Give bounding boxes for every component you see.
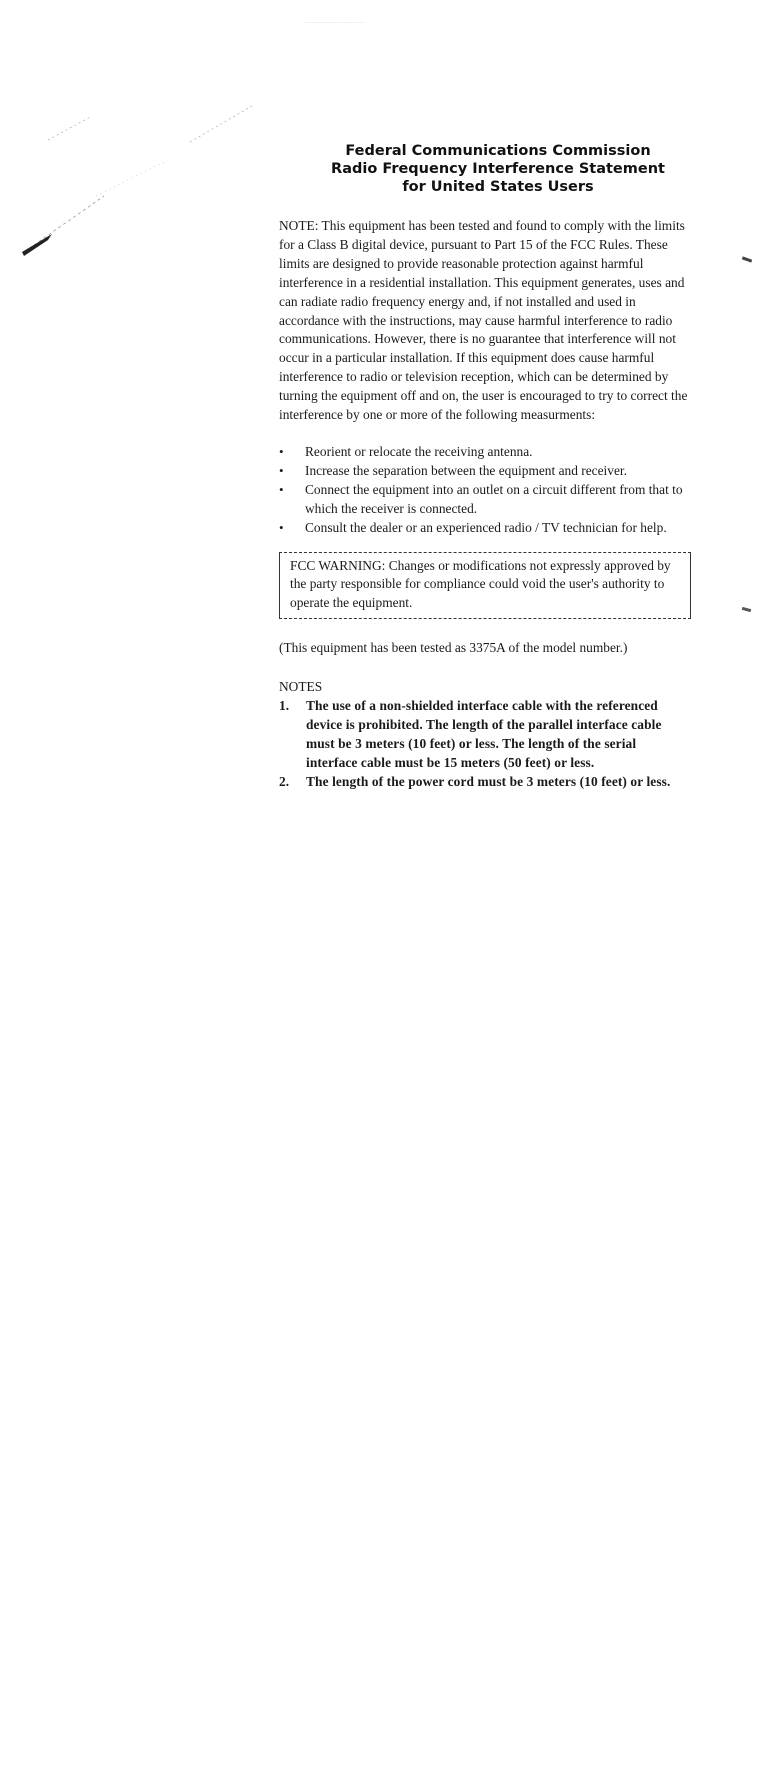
list-item: • Consult the dealer or an experienced radio / TV technician for help. [279, 519, 691, 538]
scan-speck [742, 256, 752, 262]
list-item [279, 697, 691, 773]
note-text: This equipment has been tested and found to comply with the limits for a Class B digital device, pursuant to Part 15 of the FCC Rules. These limits are designed to provide reasonable protection against harmful interference in a residential installation. This equipment generates, uses and can radiate radio frequency energy and, if not installed and used in accordance with the instructions, may cause harmful interference to radio communications. However, there is no guarantee that interference will not occur in a particular installation. If this equipment does cause harmful interference to radio or television reception, which can be determined by turning the equipment off and on, the user is encouraged to try to correct the interference by one or more of the following measurments: [279, 218, 688, 423]
bullet-icon: • [279, 443, 284, 459]
bullet-icon: • [279, 462, 284, 478]
warning-label: FCC WARNING: [290, 557, 386, 573]
document-title [278, 142, 718, 196]
note-item-text: The length of the power cord must be 3 meters (10 feet) or less. [306, 773, 671, 789]
note-number: 1. [279, 698, 290, 714]
notes-heading: NOTES [279, 679, 323, 695]
scan-smudge: ⋯⋯⋯⋯⋯⋯⋯⋯⋯⋯⋯ [305, 21, 366, 26]
list-item: • Increase the separation between the equipment and receiver. [279, 462, 691, 481]
note-item-text: The use of a non-shielded interface cable with the referenced device is prohibited. The length of the parallel interface cable must be 3 meters (10 feet) or less. The length of the serial interface cable must be 15 meters (50 feet) or less. [306, 698, 662, 770]
list-item [279, 773, 691, 792]
bullet-icon: • [279, 519, 284, 535]
notes-list [279, 697, 691, 792]
note-paragraph [279, 217, 691, 425]
bullet-icon: • [279, 481, 284, 497]
scan-speck [742, 607, 751, 612]
document-body [279, 217, 691, 792]
title-line: Federal Communications Commission [345, 143, 651, 159]
list-item: • Connect the equipment into an outlet on a circuit different from that to which the receiver is connected. [279, 481, 683, 516]
tested-statement: (This equipment has been tested as 3375A of the model number.) [279, 640, 628, 656]
note-label: NOTE: [279, 218, 319, 233]
title-line: for United States Users [402, 179, 594, 195]
fcc-warning-box [279, 552, 691, 620]
note-number: 2. [279, 773, 290, 789]
warning-text: Changes or modifications not expressly approved by the party responsible for compliance could void the user's authority to operate the equipment. [290, 557, 671, 611]
title-line: Radio Frequency Interference Statement [331, 161, 665, 177]
interference-measures-list [279, 443, 691, 538]
list-item: • Reorient or relocate the receiving antenna. [279, 443, 691, 462]
